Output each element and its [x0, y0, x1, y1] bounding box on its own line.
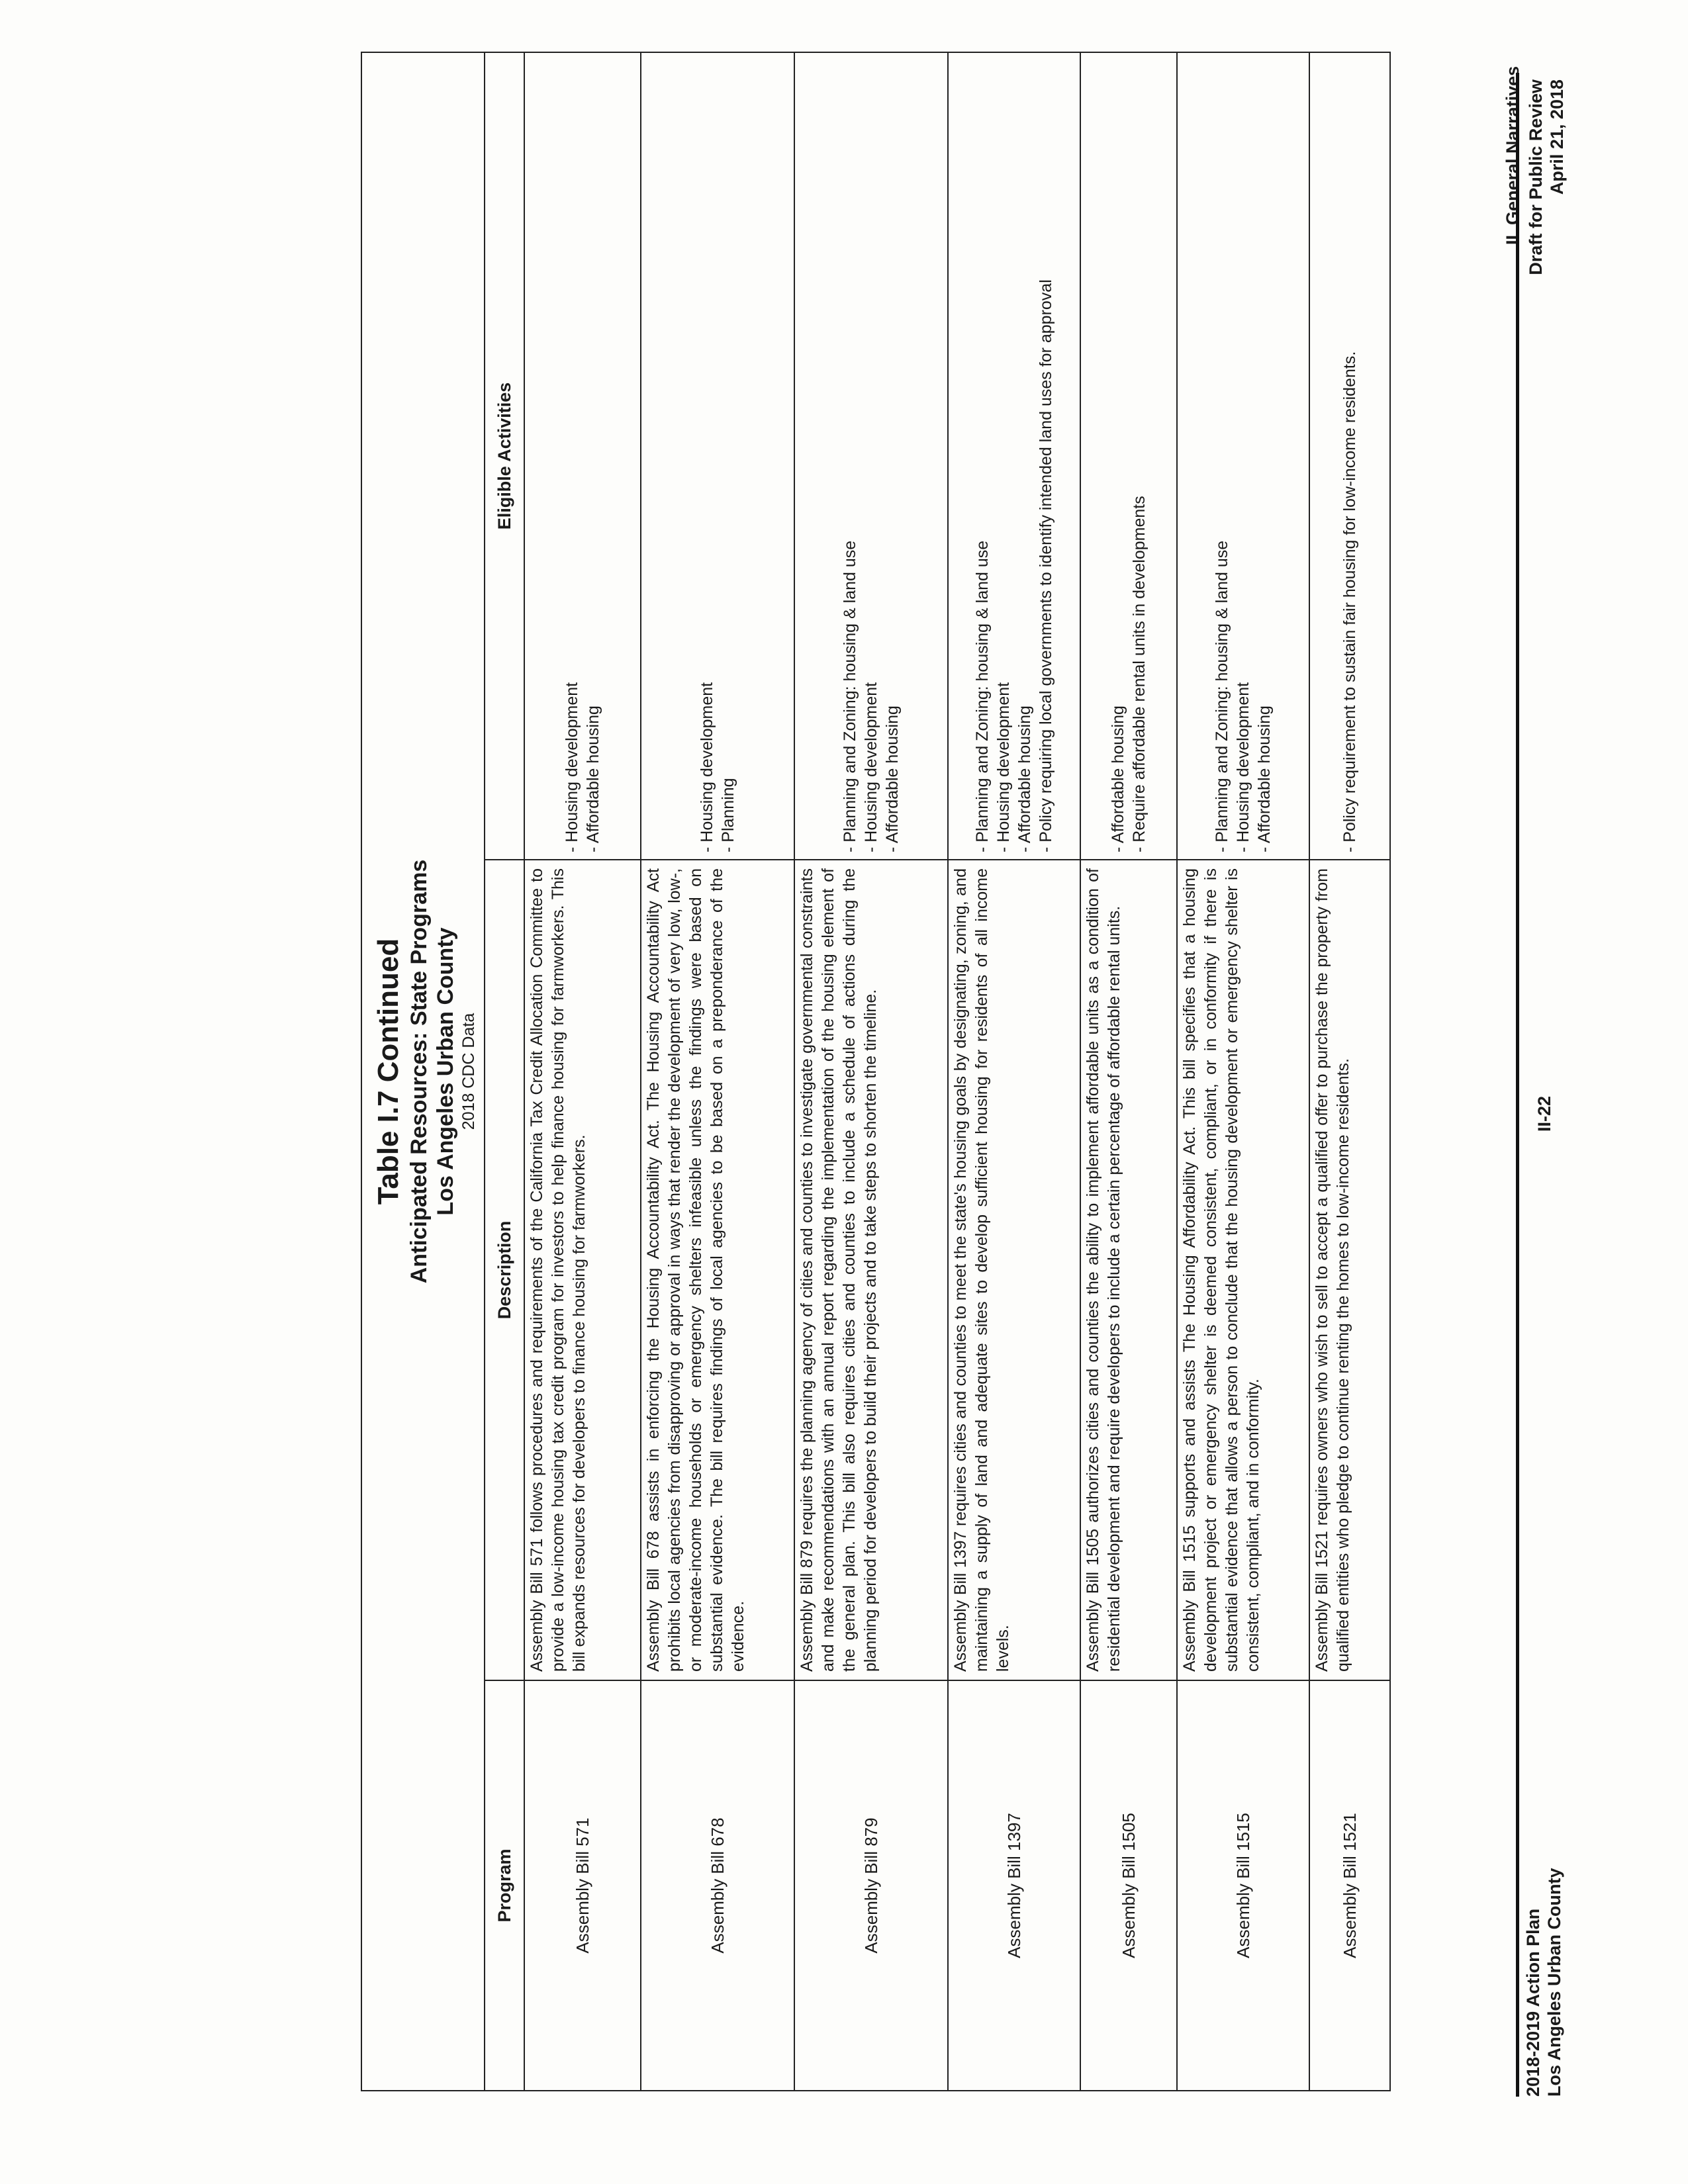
activities-cell	[948, 52, 1080, 860]
activity-item: - Housing development	[862, 682, 880, 852]
table-row	[1177, 52, 1309, 2091]
activities-list	[839, 60, 903, 852]
activity-item: - Affordable housing	[584, 705, 602, 852]
activities-cell	[1080, 52, 1177, 860]
table-title: Table I.7 Continued	[372, 938, 404, 1205]
program-cell: Assembly Bill 1397	[948, 1680, 1080, 2091]
activity-item: - Policy requiring local governments to identify intended land uses for approval	[1037, 279, 1055, 852]
activities-cell	[524, 52, 641, 860]
column-header-program: Program	[485, 1680, 524, 2091]
activity-item: - Policy requirement to sustain fair housing for low-income residents.	[1340, 351, 1359, 852]
activities-cell	[794, 52, 948, 860]
footer-plan-title: 2018-2019 Action Plan	[1523, 1908, 1543, 2097]
table-row	[1080, 52, 1177, 2091]
table-body	[524, 52, 1390, 2091]
resources-table-container	[361, 53, 1391, 2091]
program-cell: Assembly Bill 678	[641, 1680, 794, 2091]
activity-item: - Affordable housing	[883, 705, 902, 852]
activities-list	[1339, 60, 1360, 852]
footer-county: Los Angeles Urban County	[1544, 1868, 1564, 2097]
activities-list	[1211, 60, 1275, 852]
program-cell: Assembly Bill 879	[794, 1680, 948, 2091]
column-header-description: Description	[485, 860, 524, 1680]
column-header-row	[485, 52, 524, 2091]
footer-left	[1523, 1868, 1565, 2097]
footer-draft-status: Draft for Public Review	[1526, 79, 1546, 275]
table-source: 2018 CDC Data	[459, 1013, 478, 1130]
activities-list	[561, 60, 604, 852]
description-cell: Assembly Bill 678 assists in enforcing the Housing Accountability Act. The Housing Accountability Act prohibits local agencies from disapproving or approval in ways that render the development of very low, low-, or moderate-income households or emergency shelters infeasible unless the findings were based on substantial evidence. The bill requires findings of local agencies to be based on a preponderance of the evidence.	[641, 860, 794, 1680]
table-title-block	[361, 52, 485, 2091]
table-row	[794, 52, 948, 2091]
activities-list	[1107, 60, 1150, 852]
section-header: II. General Narratives	[1503, 66, 1523, 245]
activity-item: - Affordable housing	[1015, 705, 1034, 852]
program-cell: Assembly Bill 1505	[1080, 1680, 1177, 2091]
table-row	[1309, 52, 1390, 2091]
activities-list	[972, 60, 1056, 852]
table-jurisdiction: Los Angeles Urban County	[433, 927, 458, 1216]
activities-list	[696, 60, 739, 852]
footer-right	[1525, 79, 1568, 275]
activity-item: - Affordable housing	[1255, 705, 1274, 852]
footer-date: April 21, 2018	[1547, 79, 1567, 195]
activities-cell	[1177, 52, 1309, 860]
activities-cell	[641, 52, 794, 860]
table-row	[948, 52, 1080, 2091]
page-number: II-22	[1534, 1095, 1554, 1132]
table-subtitle: Anticipated Resources: State Programs	[406, 859, 432, 1284]
description-cell: Assembly Bill 879 requires the planning agency of cities and counties to investigate governmental constraints and make recommendations with an annual report regarding the implementation of the housing element of the general plan. This bill also requires cities and counties to include a schedule of actions during the planning period for developers to build their projects and to take steps to shorten the timeline.	[794, 860, 948, 1680]
description-cell: Assembly Bill 1521 requires owners who wish to sell to accept a qualified offer to purchase the property from qualified entities who pledge to continue renting the homes to low-income residents.	[1309, 860, 1390, 1680]
activities-cell	[1309, 52, 1390, 860]
footer-rule	[1516, 73, 1519, 2097]
description-cell: Assembly Bill 571 follows procedures and requirements of the California Tax Credit Allocation Committee to provide a low-income housing tax credit program for investors to help finance housing for farmworkers. This bill expands resources for developers to finance housing for farmworkers.	[524, 860, 641, 1680]
activity-item: - Housing development	[994, 682, 1013, 852]
description-cell: Assembly Bill 1397 requires cities and counties to meet the state's housing goals by designating, zoning, and maintaining a supply of land and adequate sites to develop sufficient housing for residents of all income levels.	[948, 860, 1080, 1680]
activity-item: - Housing development	[698, 682, 716, 852]
activity-item: - Planning	[719, 778, 737, 852]
program-cell: Assembly Bill 1521	[1309, 1680, 1390, 2091]
description-cell: Assembly Bill 1515 supports and assists The Housing Affordability Act. This bill specifies that a housing development project or emergency shelter is deemed consistent, compliant, or in conformity if there is substantial evidence that allows a person to conclude that the housing development or emergency shelter is consistent, compliant, and in conformity.	[1177, 860, 1309, 1680]
program-cell: Assembly Bill 1515	[1177, 1680, 1309, 2091]
activity-item: - Housing development	[563, 682, 581, 852]
table-row	[641, 52, 794, 2091]
activity-item: - Affordable housing	[1109, 705, 1127, 852]
description-cell: Assembly Bill 1505 authorizes cities and counties the ability to implement affordable units as a condition of residential development and require developers to include a certain percentage of affordable rental units.	[1080, 860, 1177, 1680]
program-cell: Assembly Bill 571	[524, 1680, 641, 2091]
activity-item: - Planning and Zoning: housing & land use	[841, 540, 859, 852]
activity-item: - Require affordable rental units in developments	[1130, 496, 1149, 852]
activity-item: - Planning and Zoning: housing & land use	[1213, 540, 1231, 852]
table-row	[524, 52, 641, 2091]
column-header-activities: Eligible Activities	[485, 52, 524, 860]
activity-item: - Housing development	[1234, 682, 1252, 852]
activity-item: - Planning and Zoning: housing & land use	[973, 540, 992, 852]
resources-table	[361, 52, 1391, 2091]
